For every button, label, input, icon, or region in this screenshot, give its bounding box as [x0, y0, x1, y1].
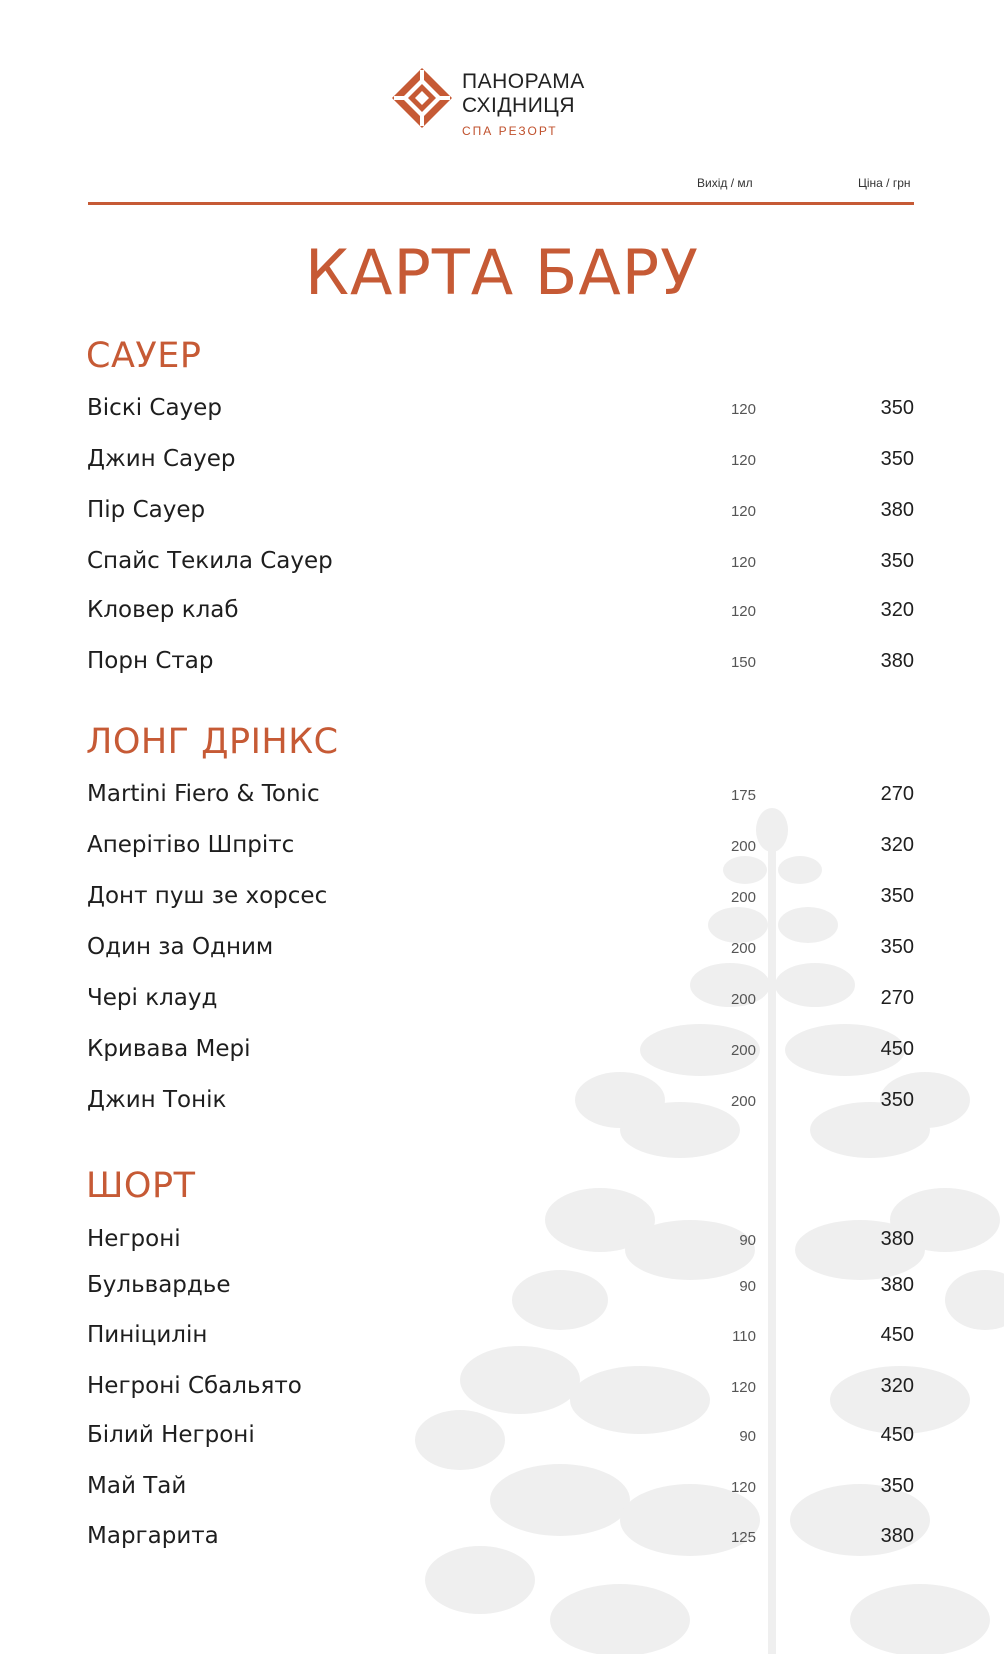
header-divider: [88, 202, 914, 205]
section-title: ЛОНГ ДРІНКС: [86, 722, 339, 762]
item-volume: 200: [730, 889, 756, 906]
item-volume: 150: [730, 654, 756, 671]
menu-item: [0, 446, 1004, 476]
brand-name-line1: ПАНОРАМА: [462, 70, 585, 93]
item-price: 320: [880, 599, 914, 621]
item-name: Донт пуш зе хорсес: [87, 883, 328, 909]
item-volume: 120: [730, 1479, 756, 1496]
item-price: 350: [880, 397, 914, 419]
item-name: Аперітіво Шпрітс: [87, 832, 295, 858]
brand-name-line2: СХІДНИЦЯ: [462, 94, 576, 117]
menu-item: [0, 883, 1004, 913]
item-price: 380: [880, 650, 914, 672]
menu-item: [0, 832, 1004, 862]
menu-item: [0, 497, 1004, 527]
item-price: 380: [880, 499, 914, 521]
menu-item: [0, 1523, 1004, 1553]
menu-item: [0, 395, 1004, 425]
section-title: ШОРТ: [86, 1166, 196, 1206]
menu-item: [0, 1422, 1004, 1452]
menu-item: [0, 934, 1004, 964]
item-volume: 120: [730, 503, 756, 520]
item-volume: 90: [739, 1278, 756, 1295]
item-price: 350: [880, 885, 914, 907]
menu-item: [0, 648, 1004, 678]
page-title: КАРТА БАРУ: [305, 236, 699, 309]
item-name: Май Тай: [87, 1473, 187, 1499]
price-column-header: Ціна / грн: [858, 176, 911, 190]
item-volume: 200: [730, 1042, 756, 1059]
item-volume: 200: [730, 1093, 756, 1110]
item-price: 350: [880, 448, 914, 470]
section-title: САУЕР: [86, 336, 202, 376]
item-price: 380: [880, 1274, 914, 1296]
item-name: Один за Одним: [87, 934, 274, 960]
brand-logo: [390, 64, 610, 144]
item-name: Martini Fiero & Tonic: [87, 781, 320, 807]
item-name: Білий Негроні: [87, 1422, 255, 1448]
menu-item: [0, 1087, 1004, 1117]
item-volume: 90: [739, 1428, 756, 1445]
item-volume: 200: [730, 940, 756, 957]
menu-item: [0, 1322, 1004, 1352]
item-price: 270: [880, 987, 914, 1009]
menu-item: [0, 1272, 1004, 1302]
item-price: 380: [880, 1525, 914, 1547]
item-price: 350: [880, 1475, 914, 1497]
item-name: Маргарита: [87, 1523, 219, 1549]
item-price: 320: [880, 1375, 914, 1397]
item-name: Спайс Текила Сауер: [87, 548, 333, 574]
item-name: Пір Сауер: [87, 497, 206, 523]
menu-item: [0, 597, 1004, 627]
item-name: Порн Стар: [87, 648, 214, 674]
item-price: 320: [880, 834, 914, 856]
folk-ornament-icon: [390, 66, 454, 130]
item-volume: 125: [730, 1529, 756, 1546]
item-name: Негроні Сбальято: [87, 1373, 302, 1399]
item-name: Кловер клаб: [87, 597, 239, 623]
item-volume: 120: [730, 1379, 756, 1396]
item-name: Негроні: [87, 1226, 181, 1252]
item-name: Кривава Мері: [87, 1036, 251, 1062]
brand-tagline: СПА РЕЗОРТ: [462, 124, 558, 138]
menu-item: [0, 548, 1004, 578]
menu-item: [0, 1473, 1004, 1503]
item-name: Віскі Сауер: [87, 395, 222, 421]
item-price: 450: [880, 1324, 914, 1346]
item-name: Чері клауд: [87, 985, 218, 1011]
item-price: 380: [880, 1228, 914, 1250]
item-price: 350: [880, 1089, 914, 1111]
volume-column-header: Вихід / мл: [697, 176, 753, 190]
menu-item: [0, 985, 1004, 1015]
menu-item: [0, 1036, 1004, 1066]
item-volume: 200: [730, 838, 756, 855]
item-name: Джин Тонік: [87, 1087, 227, 1113]
menu-item: [0, 781, 1004, 811]
item-name: Бульвардье: [87, 1272, 231, 1298]
menu-item: [0, 1373, 1004, 1403]
item-price: 450: [880, 1424, 914, 1446]
item-volume: 110: [732, 1328, 756, 1345]
item-volume: 200: [730, 991, 756, 1008]
item-name: Пиніцилін: [87, 1322, 208, 1348]
item-price: 450: [880, 1038, 914, 1060]
item-volume: 120: [730, 401, 756, 418]
item-price: 350: [880, 936, 914, 958]
item-volume: 90: [739, 1232, 756, 1249]
item-volume: 120: [730, 554, 756, 571]
item-volume: 120: [730, 603, 756, 620]
item-volume: 175: [730, 787, 756, 804]
item-price: 270: [880, 783, 914, 805]
item-price: 350: [880, 550, 914, 572]
item-name: Джин Сауер: [87, 446, 236, 472]
menu-item: [0, 1226, 1004, 1256]
item-volume: 120: [730, 452, 756, 469]
